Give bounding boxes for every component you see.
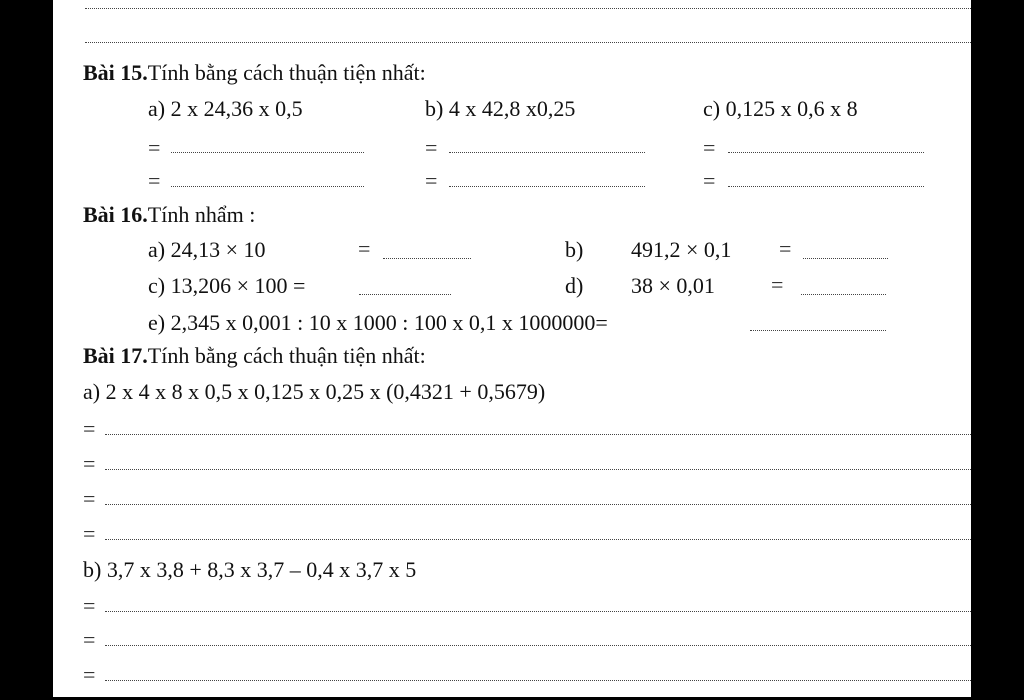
equals-sign: = [148,135,161,160]
exercise-17-title [83,343,426,369]
equals-sign: = [771,272,784,297]
equals-sign: = [779,236,792,261]
item-expression: 2 x 4 x 8 x 0,5 x 0,125 x 0,25 x (0,4321 + 0,5679) [105,379,546,404]
answer-line [449,152,645,153]
exercise-16-item-b: 491,2 × 0,1 [631,237,732,262]
exercise-17-part-b [83,558,416,582]
answer-line [105,611,971,612]
equals-sign: = [148,168,161,193]
exercise-16-item-d: 38 × 0,01 [631,273,715,298]
equals-sign: = [83,627,96,652]
answer-line [728,186,924,187]
answer-line [105,645,971,646]
item-label: b) [425,96,444,121]
item-expression: 13,206 × 100 = [170,273,306,298]
equals-sign: = [83,521,96,546]
exercise-16-title [83,202,255,228]
answer-line [105,539,971,540]
answer-line-top-2 [85,42,971,43]
answer-line [449,186,645,187]
answer-line [105,434,971,435]
item-label: b) [83,557,102,582]
worksheet-page [53,0,971,697]
equals-sign: = [83,662,96,687]
equals-sign: = [425,135,438,160]
exercise-16-item-a [148,238,266,262]
exercise-16-instruction: Tính nhẩm : [147,202,256,227]
exercise-16-number: Bài 16. [83,202,148,227]
exercise-15-item-b [425,97,575,121]
answer-line [803,258,888,259]
exercise-17-part-a [83,380,545,404]
exercise-16-item-c [148,274,305,298]
answer-line-top-1 [85,8,971,9]
exercise-15-item-a [148,97,303,121]
equals-sign: = [703,168,716,193]
answer-line [750,330,886,331]
equals-sign: = [703,135,716,160]
item-label: e) [148,310,166,335]
exercise-17-number: Bài 17. [83,343,148,368]
answer-line [105,469,971,470]
exercise-16-item-b-label: b) [565,237,584,262]
exercise-15-instruction: Tính bằng cách thuận tiện nhất: [147,60,426,85]
item-label: a) [148,237,166,262]
answer-line [801,294,886,295]
item-expression: 4 x 42,8 x0,25 [448,96,576,121]
exercise-16-item-e [148,311,608,335]
exercise-15-title [83,60,426,86]
exercise-17-instruction: Tính bằng cách thuận tiện nhất: [147,343,426,368]
equals-sign: = [83,416,96,441]
exercise-15-item-c [703,97,858,121]
answer-line [105,680,971,681]
exercise-15-number: Bài 15. [83,60,148,85]
answer-line [105,504,971,505]
answer-line [171,186,364,187]
equals-sign: = [358,236,371,261]
answer-line [383,258,471,259]
answer-line [728,152,924,153]
answer-line [359,294,451,295]
item-expression: 2 x 24,36 x 0,5 [170,96,303,121]
answer-line [171,152,364,153]
item-label: c) [703,96,721,121]
item-label: a) [83,379,101,404]
item-expression: 0,125 x 0,6 x 8 [725,96,858,121]
equals-sign: = [83,593,96,618]
item-label: c) [148,273,166,298]
item-expression: 2,345 x 0,001 : 10 x 1000 : 100 x 0,1 x 1000000= [170,310,608,335]
item-label: a) [148,96,166,121]
equals-sign: = [83,451,96,476]
item-expression: 3,7 x 3,8 + 8,3 x 3,7 – 0,4 x 3,7 x 5 [106,557,417,582]
equals-sign: = [83,486,96,511]
equals-sign: = [425,168,438,193]
exercise-16-item-d-label: d) [565,273,584,298]
item-expression: 24,13 × 10 [170,237,266,262]
